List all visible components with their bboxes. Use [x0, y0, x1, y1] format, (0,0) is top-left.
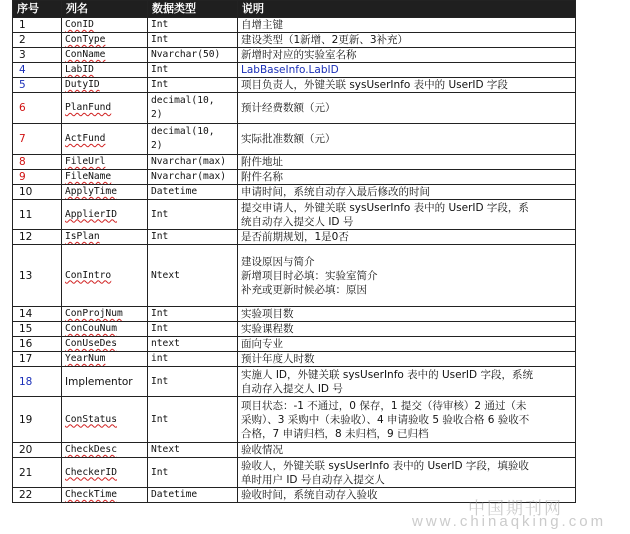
description-line: 新增时对应的实验室名称 [241, 49, 357, 61]
table-wrapper [12, 0, 576, 503]
data-type-cell: Int [148, 78, 238, 93]
header-row [13, 1, 576, 18]
description-cell [238, 63, 576, 78]
table-row [13, 307, 576, 322]
header-no: 序号 [13, 1, 62, 18]
description-cell [238, 322, 576, 337]
row-number: 20 [13, 443, 62, 458]
data-type-cell: Ntext [148, 443, 238, 458]
table-row [13, 458, 576, 488]
description-line: 实际批准数额（元） [241, 133, 336, 145]
row-number: 1 [13, 18, 62, 33]
description-cell [238, 124, 576, 155]
row-number: 22 [13, 488, 62, 503]
row-number: 9 [13, 170, 62, 185]
description-line: 单时用户 ID 号自动存入提交人 [241, 473, 385, 486]
header-column-name: 列名 [62, 1, 148, 18]
data-type-cell: Int [148, 367, 238, 397]
description-cell [238, 93, 576, 124]
row-number: 13 [13, 245, 62, 307]
description-line: 实验课程数 [241, 323, 294, 335]
data-type-line: decimal(10, [151, 95, 215, 106]
description-line: 自动存入提交人 ID 号 [241, 382, 343, 395]
description-cell [238, 443, 576, 458]
description-line: 补充或更新时候必填：原因 [241, 283, 367, 296]
description-cell [238, 78, 576, 93]
description-line: 项目状态：-1 不通过，0 保存，1 提交（待审核）2 通过（未 [241, 399, 527, 412]
column-name-cell: ConType [62, 33, 148, 48]
column-name-cell: ActFund [62, 124, 148, 155]
description-cell [238, 48, 576, 63]
row-number: 6 [13, 93, 62, 124]
column-name-cell: ConStatus [62, 397, 148, 443]
column-name-cell: CheckerID [62, 458, 148, 488]
description-cell [238, 33, 576, 48]
data-type-cell: Int [148, 322, 238, 337]
row-number: 2 [13, 33, 62, 48]
table-row [13, 230, 576, 245]
description-line: 验收时间，系统自动存入验收 [241, 489, 378, 501]
column-name-cell: ApplyTime [62, 185, 148, 200]
watermark-text-cn: 中国期刊网 [468, 499, 563, 518]
header-data-type: 数据类型 [148, 1, 238, 18]
column-name-cell: PlanFund [62, 93, 148, 124]
column-name-cell: ApplierID [62, 200, 148, 230]
data-type-cell: Nvarchar(max) [148, 170, 238, 185]
column-name-cell: ConName [62, 48, 148, 63]
table-row [13, 18, 576, 33]
description-cell [238, 18, 576, 33]
table-row [13, 337, 576, 352]
description-line: 统自动存入提交人 ID 号 [241, 215, 354, 228]
table-row [13, 63, 576, 78]
row-number: 4 [13, 63, 62, 78]
table-row [13, 33, 576, 48]
description-line: 预计年度人时数 [241, 353, 315, 365]
table-row [13, 124, 576, 155]
description-line: 是否前期规划，1是0否 [241, 231, 349, 243]
row-number: 5 [13, 78, 62, 93]
row-number: 18 [13, 367, 62, 397]
description-line: 建设原因与简介 [241, 255, 315, 268]
column-name-cell: CheckTime [62, 488, 148, 503]
data-type-cell: Int [148, 458, 238, 488]
data-type-line: decimal(10, [151, 126, 215, 137]
data-type-cell [148, 124, 238, 155]
description-line: 申请时间，系统自动存入最后修改的时间 [241, 186, 430, 198]
data-type-cell [148, 93, 238, 124]
description-line: 附件名称 [241, 171, 283, 183]
column-name-cell: YearNum [62, 352, 148, 367]
description-line: 实验项目数 [241, 308, 294, 320]
row-number: 10 [13, 185, 62, 200]
description-cell [238, 170, 576, 185]
row-number: 19 [13, 397, 62, 443]
table-row [13, 322, 576, 337]
table-row [13, 352, 576, 367]
description-line: 项目负责人，外键关联 sysUserInfo 表中的 UserID 字段 [241, 79, 508, 91]
data-type-cell: int [148, 352, 238, 367]
data-type-cell: Int [148, 33, 238, 48]
table-body [13, 18, 576, 503]
description-line: 验收人，外键关联 sysUserInfo 表中的 UserID 字段，填验收 [241, 459, 529, 472]
column-name-cell: DutyID [62, 78, 148, 93]
table-row [13, 78, 576, 93]
table-row [13, 200, 576, 230]
row-number: 3 [13, 48, 62, 63]
table-row [13, 170, 576, 185]
data-type-cell: Int [148, 230, 238, 245]
column-name-cell: IsPlan [62, 230, 148, 245]
description-line: 自增主键 [241, 19, 283, 31]
data-type-line: 2) [151, 109, 163, 120]
header-description: 说明 [238, 1, 576, 18]
table-row [13, 397, 576, 443]
table-row [13, 443, 576, 458]
column-name-cell: Implementor [62, 367, 148, 397]
description-cell [238, 185, 576, 200]
description-cell [238, 488, 576, 503]
data-type-cell: Int [148, 307, 238, 322]
data-type-cell: Nvarchar(max) [148, 155, 238, 170]
description-cell [238, 245, 576, 307]
data-type-cell: ntext [148, 337, 238, 352]
column-name-cell: LabID [62, 63, 148, 78]
column-name-cell: FileName [62, 170, 148, 185]
description-line: 提交申请人，外键关联 sysUserInfo 表中的 UserID 字段，系 [241, 201, 529, 214]
schema-table [12, 0, 576, 503]
description-line: 建设类型（1新增、2更新、3补充） [241, 34, 409, 46]
table-row [13, 48, 576, 63]
table-row [13, 488, 576, 503]
data-type-cell: Nvarchar(50) [148, 48, 238, 63]
data-type-line: 2) [151, 140, 163, 151]
row-number: 11 [13, 200, 62, 230]
description-line: LabBaseInfo.LabID [241, 64, 339, 76]
row-number: 12 [13, 230, 62, 245]
data-type-cell: Datetime [148, 185, 238, 200]
data-type-cell: Int [148, 200, 238, 230]
description-line: 实施人 ID，外键关联 sysUserInfo 表中的 UserID 字段，系统 [241, 368, 533, 381]
data-type-cell: Int [148, 63, 238, 78]
row-number: 21 [13, 458, 62, 488]
description-cell [238, 230, 576, 245]
watermark-text-url: www.chinaqking.com [412, 513, 607, 530]
table-row [13, 185, 576, 200]
description-cell [238, 155, 576, 170]
description-cell [238, 397, 576, 443]
table-row [13, 93, 576, 124]
data-type-cell: Int [148, 397, 238, 443]
description-line: 面向专业 [241, 338, 283, 350]
column-name-cell: FileUrl [62, 155, 148, 170]
column-name-cell: CheckDesc [62, 443, 148, 458]
description-cell [238, 367, 576, 397]
table-row [13, 245, 576, 307]
row-number: 7 [13, 124, 62, 155]
column-name-cell: ConID [62, 18, 148, 33]
column-name-cell: ConCouNum [62, 322, 148, 337]
data-type-cell: Datetime [148, 488, 238, 503]
row-number: 16 [13, 337, 62, 352]
description-line: 采购）、3 采购中（未验收）、4 申请验收 5 验收合格 6 验收不 [241, 413, 530, 426]
data-type-cell: Int [148, 18, 238, 33]
column-name-cell: ConUseDes [62, 337, 148, 352]
row-number: 17 [13, 352, 62, 367]
table-row [13, 155, 576, 170]
description-cell [238, 200, 576, 230]
column-name-cell: ConProjNum [62, 307, 148, 322]
description-line: 新增项目时必填：实验室简介 [241, 269, 378, 282]
row-number: 14 [13, 307, 62, 322]
description-cell [238, 337, 576, 352]
description-cell [238, 307, 576, 322]
description-line: 预计经费数额（元） [241, 102, 336, 114]
description-line: 附件地址 [241, 156, 283, 168]
data-type-cell: Ntext [148, 245, 238, 307]
row-number: 15 [13, 322, 62, 337]
description-cell [238, 458, 576, 488]
description-line: 验收情况 [241, 444, 283, 456]
description-line: 合格，7 申请归档，8 未归档，9 已归档 [241, 427, 429, 440]
description-cell [238, 352, 576, 367]
column-name-cell: ConIntro [62, 245, 148, 307]
row-number: 8 [13, 155, 62, 170]
table-row [13, 367, 576, 397]
